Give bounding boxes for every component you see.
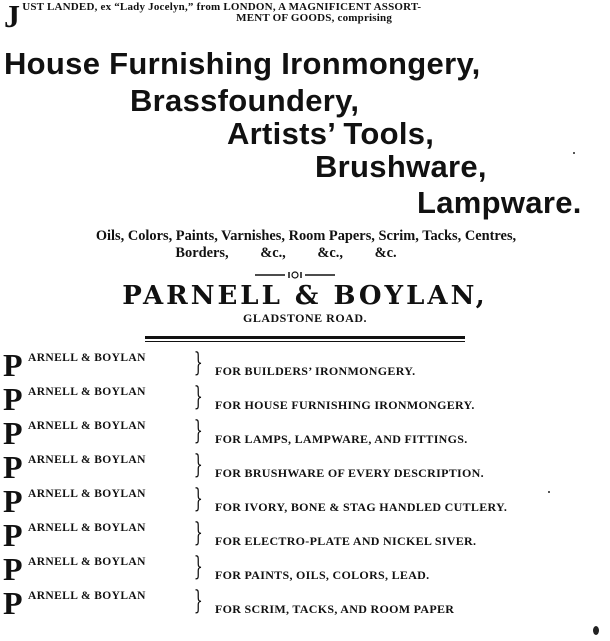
divider-rule-thick xyxy=(145,336,465,339)
goods-etc-3: &c. xyxy=(374,245,397,261)
listing-description: FOR IVORY, BONE & STAG HANDLED CUTLERY. xyxy=(215,500,508,514)
listing-initial: P xyxy=(3,585,23,621)
listing-row xyxy=(0,552,610,586)
listing-row xyxy=(0,484,610,518)
listing-firm-name: ARNELL & BOYLAN xyxy=(28,488,146,500)
listing-initial: P xyxy=(3,551,23,587)
intro-line-2: MENT OF GOODS, comprising xyxy=(236,12,393,24)
listing-initial: P xyxy=(3,347,23,383)
brace-icon: } xyxy=(193,518,203,548)
brace-icon: } xyxy=(193,450,203,480)
listing-firm-name: ARNELL & BOYLAN xyxy=(28,454,146,466)
listing-row xyxy=(0,348,610,382)
headline-lampware: Lampware. xyxy=(417,185,582,220)
headline-artists-tools: Artists’ Tools, xyxy=(227,116,435,151)
listing-firm-name: ARNELL & BOYLAN xyxy=(28,420,146,432)
listing-description: FOR BUILDERS’ IRONMONGERY. xyxy=(215,364,416,378)
intro-notice xyxy=(4,0,606,34)
brace-icon: } xyxy=(193,552,203,582)
listing-description: FOR HOUSE FURNISHING IRONMONGERY. xyxy=(215,398,475,412)
listing-row xyxy=(0,416,610,450)
listing-initial: P xyxy=(3,483,23,519)
listing-firm-name: ARNELL & BOYLAN xyxy=(28,352,146,364)
firm-name: PARNELL & BOYLAN, xyxy=(122,281,488,311)
listing-initial: P xyxy=(3,517,23,553)
listing-row xyxy=(0,382,610,416)
listing-firm-name: ARNELL & BOYLAN xyxy=(28,556,146,568)
goods-borders: Borders, xyxy=(175,245,229,261)
headline-house-furnishing: House Furnishing Ironmongery, xyxy=(4,46,481,81)
listing-description: FOR PAINTS, OILS, COLORS, LEAD. xyxy=(215,568,430,582)
brace-icon: } xyxy=(193,416,203,446)
brace-icon: } xyxy=(193,382,203,412)
listing-initial: P xyxy=(3,415,23,451)
firm-address: GLADSTONE ROAD. xyxy=(243,311,367,325)
headline-brushware: Brushware, xyxy=(315,149,487,184)
listing-description: FOR BRUSHWARE OF EVERY DESCRIPTION. xyxy=(215,466,484,480)
listing-initial: P xyxy=(3,449,23,485)
print-speck xyxy=(573,152,575,154)
listing-initial: P xyxy=(3,381,23,417)
listing-firm-name: ARNELL & BOYLAN xyxy=(28,522,146,534)
brace-icon: } xyxy=(193,348,203,378)
listing-firm-name: ARNELL & BOYLAN xyxy=(28,386,146,398)
intro-drop-letter: J xyxy=(4,0,21,34)
print-speck xyxy=(593,626,599,635)
headline-brassfoundery: Brassfoundery, xyxy=(130,83,360,118)
goods-etc-2: &c., xyxy=(317,245,343,261)
listing-row xyxy=(0,586,610,620)
listing-description: FOR LAMPS, LAMPWARE, AND FITTINGS. xyxy=(215,432,468,446)
goods-line-2 xyxy=(6,245,606,262)
divider-rule-thin xyxy=(145,341,465,342)
intro-line-1: UST LANDED, ex “Lady Jocelyn,” from LONDON, A MAGNIFICENT ASSORT- xyxy=(22,1,422,13)
print-speck xyxy=(548,491,550,493)
brace-icon: } xyxy=(193,484,203,514)
goods-list xyxy=(6,228,606,262)
listing-description: FOR SCRIM, TACKS, AND ROOM PAPER xyxy=(215,602,455,616)
listing-firm-name: ARNELL & BOYLAN xyxy=(28,590,146,602)
listing-description: FOR ELECTRO-PLATE AND NICKEL SIVER. xyxy=(215,534,477,548)
goods-line-1: Oils, Colors, Paints, Varnishes, Room Papers, Scrim, Tacks, Centres, xyxy=(95,228,517,244)
brace-icon: } xyxy=(193,586,203,616)
goods-etc-1: &c., xyxy=(260,245,286,261)
listing-row xyxy=(0,450,610,484)
listing-row xyxy=(0,518,610,552)
ornament-divider xyxy=(255,271,335,279)
